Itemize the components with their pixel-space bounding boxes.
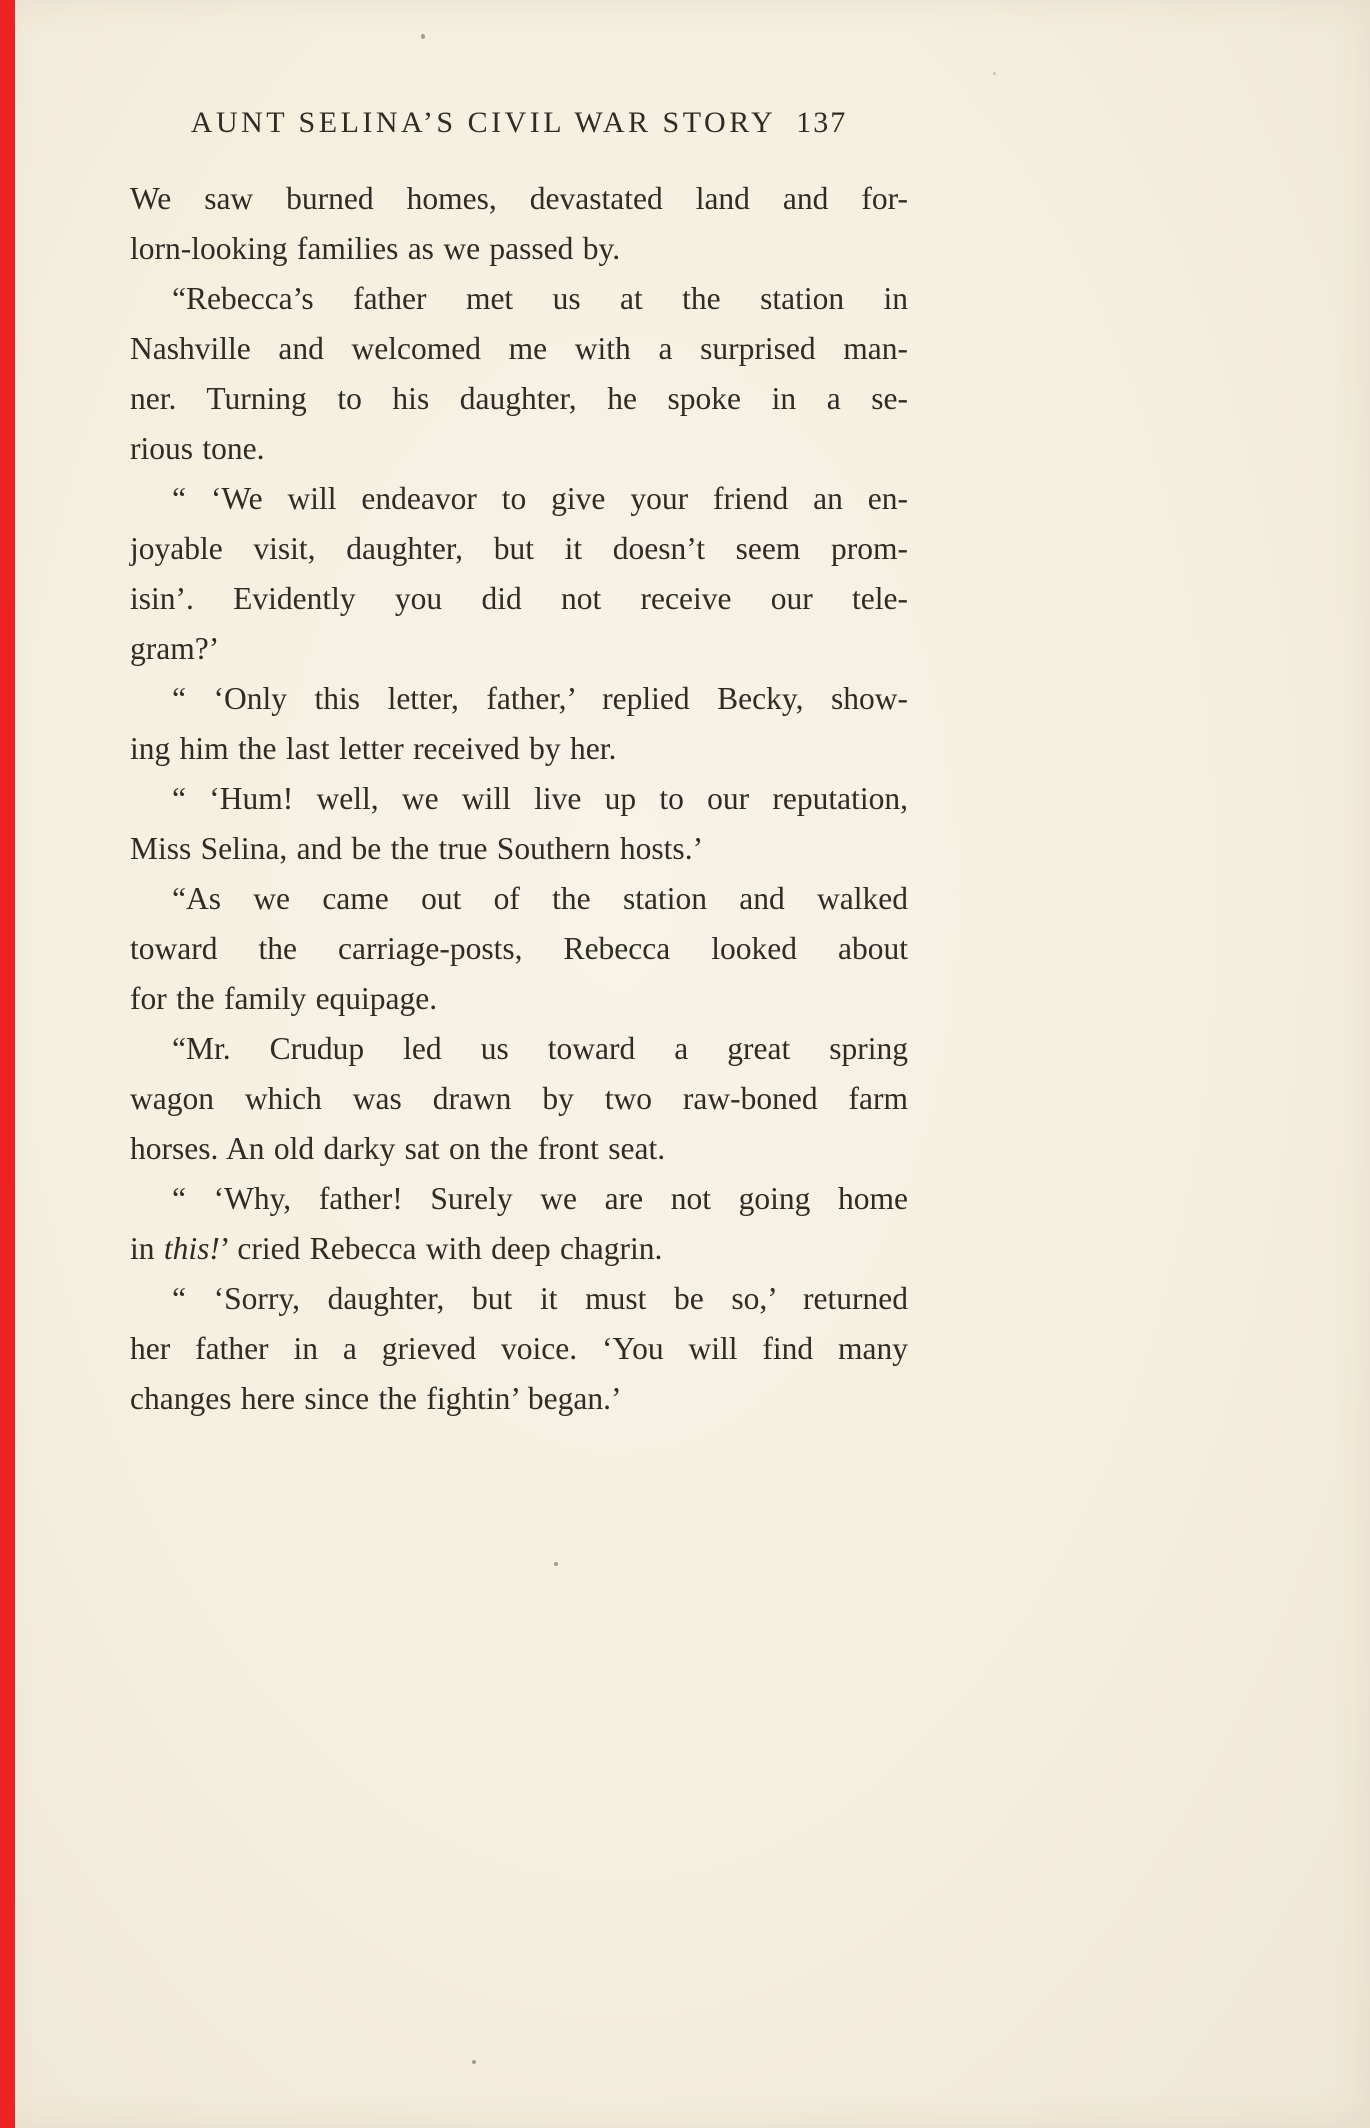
text-line: joyable visit, daughter, but it doesn’t seem prom- — [130, 531, 908, 566]
scan-speck — [554, 1562, 558, 1566]
paragraph — [130, 1274, 908, 1424]
paragraph — [130, 474, 908, 674]
page-number: 137 — [796, 106, 848, 139]
text-line: horses. An old darky sat on the front seat. — [130, 1131, 666, 1166]
scan-speck — [993, 72, 996, 75]
text-line: “Rebecca’s father met us at the station in — [172, 281, 908, 316]
paragraph — [130, 1174, 908, 1274]
page-header — [130, 0, 908, 140]
running-title: AUNT SELINA’S CIVIL WAR STORY — [190, 106, 777, 139]
scan-speck — [421, 34, 425, 39]
paragraph — [130, 674, 908, 774]
book-edge-stripe — [0, 0, 15, 2128]
text-line: isin’. Evidently you did not receive our tele- — [130, 581, 908, 616]
paragraph — [130, 874, 908, 1024]
text-line: in this!’ cried Rebecca with deep chagrin. — [130, 1231, 663, 1266]
text-line: We saw burned homes, devastated land and for- — [130, 181, 908, 216]
text-line: for the family equipage. — [130, 981, 438, 1016]
text-line: “ ‘Hum! well, we will live up to our reputation, — [172, 781, 908, 816]
text-line: “ ‘We will endeavor to give your friend an en- — [172, 481, 908, 516]
text-line: changes here since the fightin’ began.’ — [130, 1381, 622, 1416]
paragraph — [130, 274, 908, 474]
text-line: gram?’ — [130, 631, 220, 666]
text-line: her father in a grieved voice. ‘You will find many — [130, 1331, 908, 1366]
scan-speck — [472, 2060, 476, 2064]
text-line: “Mr. Crudup led us toward a great spring — [172, 1031, 908, 1066]
text-line: ner. Turning to his daughter, he spoke in a se- — [130, 381, 908, 416]
paragraph — [130, 174, 908, 274]
text-line: rious tone. — [130, 431, 265, 466]
paragraph — [130, 774, 908, 874]
text-line: “ ‘Why, father! Surely we are not going home — [172, 1181, 908, 1216]
text-line: lorn-looking families as we passed by. — [130, 231, 621, 266]
text-line: toward the carriage-posts, Rebecca looked about — [130, 931, 908, 966]
paragraph — [130, 1024, 908, 1174]
text-line: ing him the last letter received by her. — [130, 731, 617, 766]
text-line: wagon which was drawn by two raw-boned farm — [130, 1081, 908, 1116]
page-body — [130, 174, 908, 1424]
text-line: “ ‘Only this letter, father,’ replied Becky, show- — [172, 681, 908, 716]
text-line: “ ‘Sorry, daughter, but it must be so,’ returned — [172, 1281, 908, 1316]
text-line: Miss Selina, and be the true Southern hosts.’ — [130, 831, 704, 866]
text-line: Nashville and welcomed me with a surprised man- — [130, 331, 908, 366]
text-line: “As we came out of the station and walked — [172, 881, 908, 916]
